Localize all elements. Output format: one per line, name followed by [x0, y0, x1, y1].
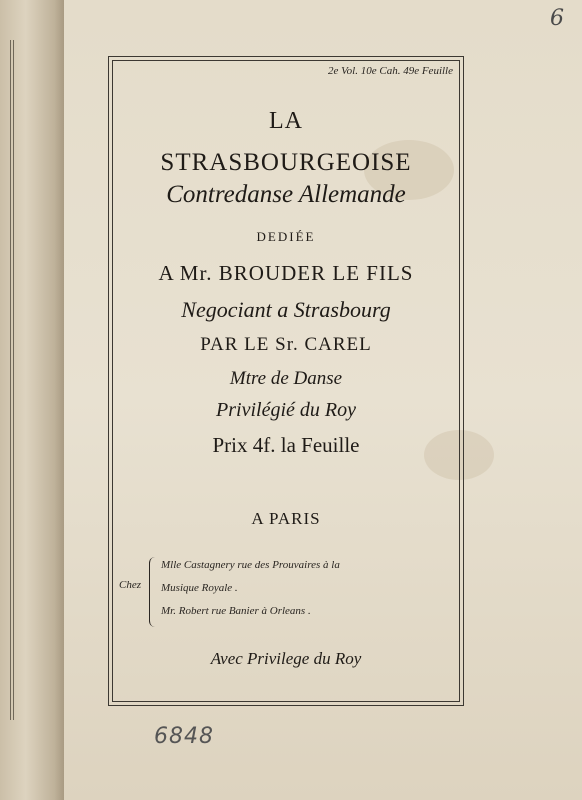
shelf-number: 6848 [154, 724, 214, 749]
address-line: Mr. Robert rue Banier à Orleans . [161, 605, 311, 617]
seller-addresses [119, 557, 449, 627]
adjacent-page-rule [10, 40, 14, 720]
royal-privilege: Privilégié du Roy [216, 399, 356, 421]
privilege-footer: Avec Privilege du Roy [210, 649, 362, 668]
title-main: STRASBOURGEOISE [160, 149, 412, 176]
price-line: Prix 4f. la Feuille [212, 433, 360, 457]
adjacent-page-edge [0, 0, 64, 800]
author-title: Mtre de Danse [229, 368, 343, 389]
title-subtitle: Contredanse Allemande [166, 181, 406, 208]
title-line-1: LA [269, 108, 303, 134]
title-page [64, 0, 582, 800]
dedication-recipient: A Mr. BROUDER LE FILS [158, 261, 414, 285]
imprint-city: A PARIS [251, 509, 321, 528]
author-line: PAR LE Sr. CAREL [200, 334, 372, 355]
volume-reference: 2e Vol. 10e Cah. 49e Feuille [328, 65, 453, 77]
chez-label: Chez [119, 579, 141, 591]
brace-glyph [149, 557, 160, 627]
recipient-occupation: Negociant a Strasbourg [181, 297, 391, 322]
title-frame [112, 60, 460, 702]
address-line: Musique Royale . [161, 582, 238, 594]
corner-page-number: 6 [550, 6, 564, 31]
dedication-label: DEDIÉE [256, 229, 316, 244]
address-line: Mlle Castagnery rue des Prouvaires à la [161, 559, 340, 571]
